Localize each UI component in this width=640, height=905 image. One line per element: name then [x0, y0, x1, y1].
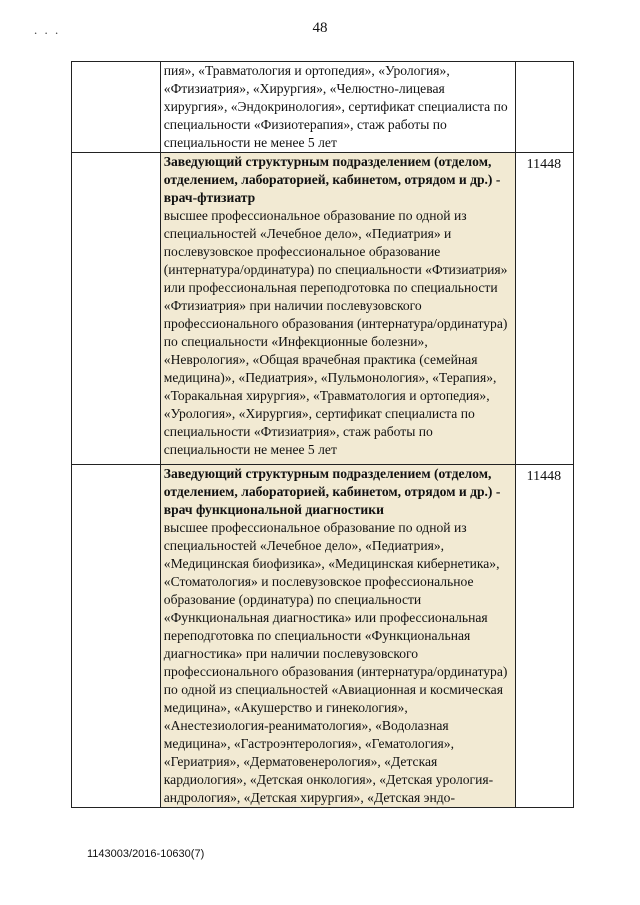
code-cell: 11448: [515, 153, 573, 465]
left-empty-cell: [72, 153, 161, 465]
requirements-text: высшее профессиональное образование по одной из специальностей «Лечебное дело», «Педиатрия», «Медицинская биофизика», «Медицинская кибернетика», «Стоматология» и послевузовское профессиональное образование (ординатура) по специальности «Функциональная диагностика» или профессиональная переподготовка по специальности «Функциональная диагностика» при наличии послевузовского профессионального образования (интернатура/ординатура) по одной из специальностей «Авиационная и космическая медицина», «Акушерство и гинекология», «Анестезиология-реаниматология», «Водолазная медицина», «Гастроэнтерология», «Гематология», «Гериатрия», «Дерматовенерология», «Детская кардиология», «Детская онкология», «Детская урология-андрология», «Детская хирургия», «Детская эндо-: [163, 520, 508, 805]
description-cell: [160, 153, 515, 465]
description-cell: [160, 465, 515, 808]
qualification-table-wrapper: [71, 61, 574, 819]
description-cell: [160, 62, 515, 153]
code-cell: 11448: [515, 465, 573, 808]
page-number: 48: [312, 20, 328, 36]
code-cell: [515, 62, 573, 153]
table-row: [72, 153, 574, 465]
position-title: Заведующий структурным подразделением (отделом, отделением, лабораторией, кабинетом, отрядом и др.) - врач функциональной диагностики: [163, 466, 501, 517]
left-empty-cell: [72, 62, 161, 153]
table-row: [72, 62, 574, 153]
left-empty-cell: [72, 465, 161, 808]
document-code: 1143003/2016-10630(7): [87, 848, 205, 860]
scan-marks: . . .: [34, 22, 61, 37]
qualification-table: [71, 61, 574, 808]
table-row: [72, 465, 574, 808]
requirements-text: высшее профессиональное образование по одной из специальностей «Лечебное дело», «Педиатрия» и послевузовское профессиональное образование (интернатура/ординатура) по специальности «Фтизиатрия» или профессиональная переподготовка по специальности «Фтизиатрия» при наличии послевузовского профессионального образования (интернатура/ординатура) по специальности «Инфекционные болезни», «Неврология», «Общая врачебная практика (семейная медицина)», «Педиатрия», «Пульмонология», «Терапия», «Торакальная хирургия», «Травматология и ортопедия», «Урология», «Хирургия», сертификат специалиста по специальности «Фтизиатрия», стаж работы по специальности не менее 5 лет: [163, 208, 508, 457]
requirements-text: пия», «Травматология и ортопедия», «Урология», «Фтизиатрия», «Хирургия», «Челюстно-лицевая хирургия», «Эндокринология», сертификат специалиста по специальности «Физиотерапия», стаж работы по специальности не менее 5 лет: [163, 63, 508, 150]
position-title: Заведующий структурным подразделением (отделом, отделением, лабораторией, кабинетом, отрядом и др.) - врач-фтизиатр: [163, 154, 501, 205]
